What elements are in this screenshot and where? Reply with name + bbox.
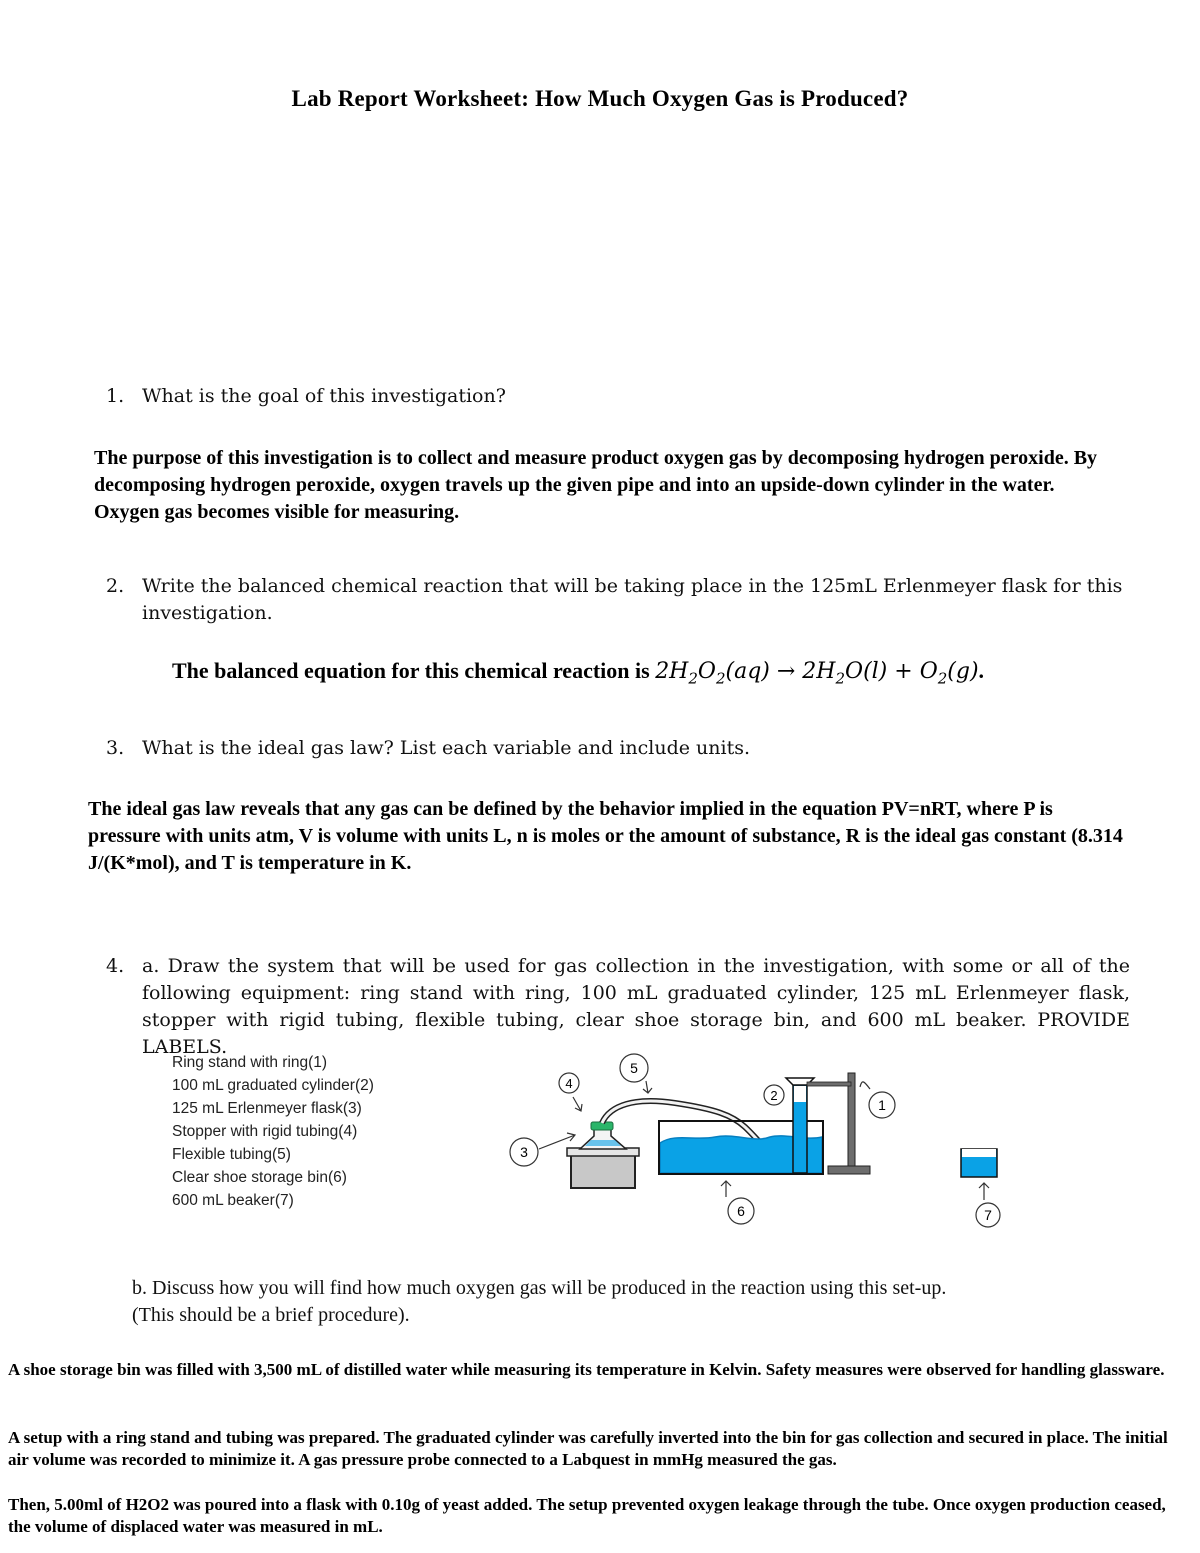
answer-1: The purpose of this investigation is to collect and measure product oxygen gas by decomposing hydrogen peroxide. By decomposing hydrogen peroxide, oxygen travels up the given pipe and into an upside-down cylinder in the water. Oxygen gas becomes visible for measuring. — [94, 447, 1098, 523]
legend-item: Flexible tubing(5) — [172, 1146, 291, 1163]
label-3-marker — [510, 1133, 575, 1166]
answer-2 — [172, 658, 984, 687]
diagram-label: 5 — [630, 1060, 638, 1076]
ring-clamp — [807, 1082, 851, 1086]
gas-pocket — [794, 1086, 806, 1102]
question-text: a. Draw the system that will be used for gas collection in the investigation, with some or all of the following equipment: ring stand with ring, 100 mL graduated cylinder, 125 mL Erlenmeyer flask, stopper with rigid tubing, flexible tubing, clear shoe storage bin, and 600 mL beaker. PROVIDE LABELS. — [142, 955, 1130, 1058]
legend-item: Ring stand with ring(1) — [172, 1054, 328, 1071]
question-number: 2. — [106, 575, 125, 597]
question-text: What is the ideal gas law? List each variable and include units. — [142, 737, 751, 759]
label-1-marker — [860, 1082, 895, 1118]
procedure-paragraph: Then, 5.00ml of H2O2 was poured into a flask with 0.10g of yeast added. The setup prevented oxygen leakage through the tube. Once oxygen production ceased, the volume of displaced water was measured in mL. — [8, 1495, 1166, 1536]
procedure-paragraph: A shoe storage bin was filled with 3,500 mL of distilled water while measuring its temperature in Kelvin. Safety measures were observed for handling glassware. — [8, 1360, 1165, 1379]
equation-period: . — [978, 658, 985, 683]
beaker-headspace — [962, 1149, 996, 1157]
label-5-marker — [620, 1054, 652, 1093]
worksheet-title: Lab Report Worksheet: How Much Oxygen Gas is Produced? — [291, 86, 909, 111]
stopper — [591, 1122, 613, 1130]
diagram-label: 7 — [984, 1207, 992, 1223]
question-number: 1. — [106, 385, 125, 407]
legend-item: 600 mL beaker(7) — [172, 1192, 294, 1209]
hot-plate — [571, 1154, 635, 1188]
label-6-marker — [721, 1181, 754, 1224]
answer-3: The ideal gas law reveals that any gas can be defined by the behavior implied in the equation PV=nRT, where P is pressure with units atm, V is volume with units L, n is moles or the amount of substance, R is the ideal gas constant (8.314 J/(K*mol), and T is temperature in K. — [88, 798, 1123, 874]
question-text: What is the goal of this investigation? — [142, 385, 506, 407]
question-4b — [132, 1275, 1132, 1329]
question-text: Write the balanced chemical reaction that will be taking place in the 125mL Erlenmeyer flask for this investigation. — [142, 575, 1123, 624]
legend-item: Clear shoe storage bin(6) — [172, 1169, 347, 1186]
diagram-label: 2 — [770, 1088, 778, 1103]
legend-item: 100 mL graduated cylinder(2) — [172, 1077, 374, 1094]
apparatus-diagram — [470, 1045, 1030, 1230]
chemical-equation: $2H_2O_2(aq) \to 2H_2O(l) + O_2(g)$ — [655, 659, 979, 688]
question-3 — [106, 735, 1136, 762]
flask-liquid — [585, 1140, 621, 1146]
label-2-marker — [764, 1085, 784, 1105]
label-4-marker — [559, 1073, 582, 1111]
question-text: (This should be a brief procedure). — [132, 1304, 410, 1326]
diagram-label: 6 — [737, 1203, 745, 1219]
equation-lead-text: The balanced equation for this chemical reaction is — [172, 658, 656, 683]
diagram-label: 3 — [520, 1144, 528, 1160]
question-number: 4. — [106, 955, 125, 977]
question-number: 3. — [106, 737, 125, 759]
question-2 — [106, 573, 1136, 627]
legend-item: 125 mL Erlenmeyer flask(3) — [172, 1100, 362, 1117]
question-text: b. Discuss how you will find how much oxygen gas will be produced in the reaction using this set-up. — [132, 1277, 947, 1299]
label-7-marker — [976, 1183, 1000, 1227]
question-1 — [106, 383, 1136, 410]
diagram-label: 4 — [565, 1076, 573, 1091]
legend-item: Stopper with rigid tubing(4) — [172, 1123, 358, 1140]
equipment-legend — [172, 1051, 374, 1212]
procedure-paragraph: A setup with a ring stand and tubing was prepared. The graduated cylinder was carefully inverted into the bin for gas collection and secured in place. The initial air volume was recorded to minimize it. A gas pressure probe connected to a Labquest in mmHg measured the gas. — [8, 1428, 1168, 1469]
ring-stand-base — [828, 1166, 870, 1174]
diagram-label: 1 — [878, 1097, 886, 1113]
ring-stand-rod — [848, 1073, 855, 1171]
